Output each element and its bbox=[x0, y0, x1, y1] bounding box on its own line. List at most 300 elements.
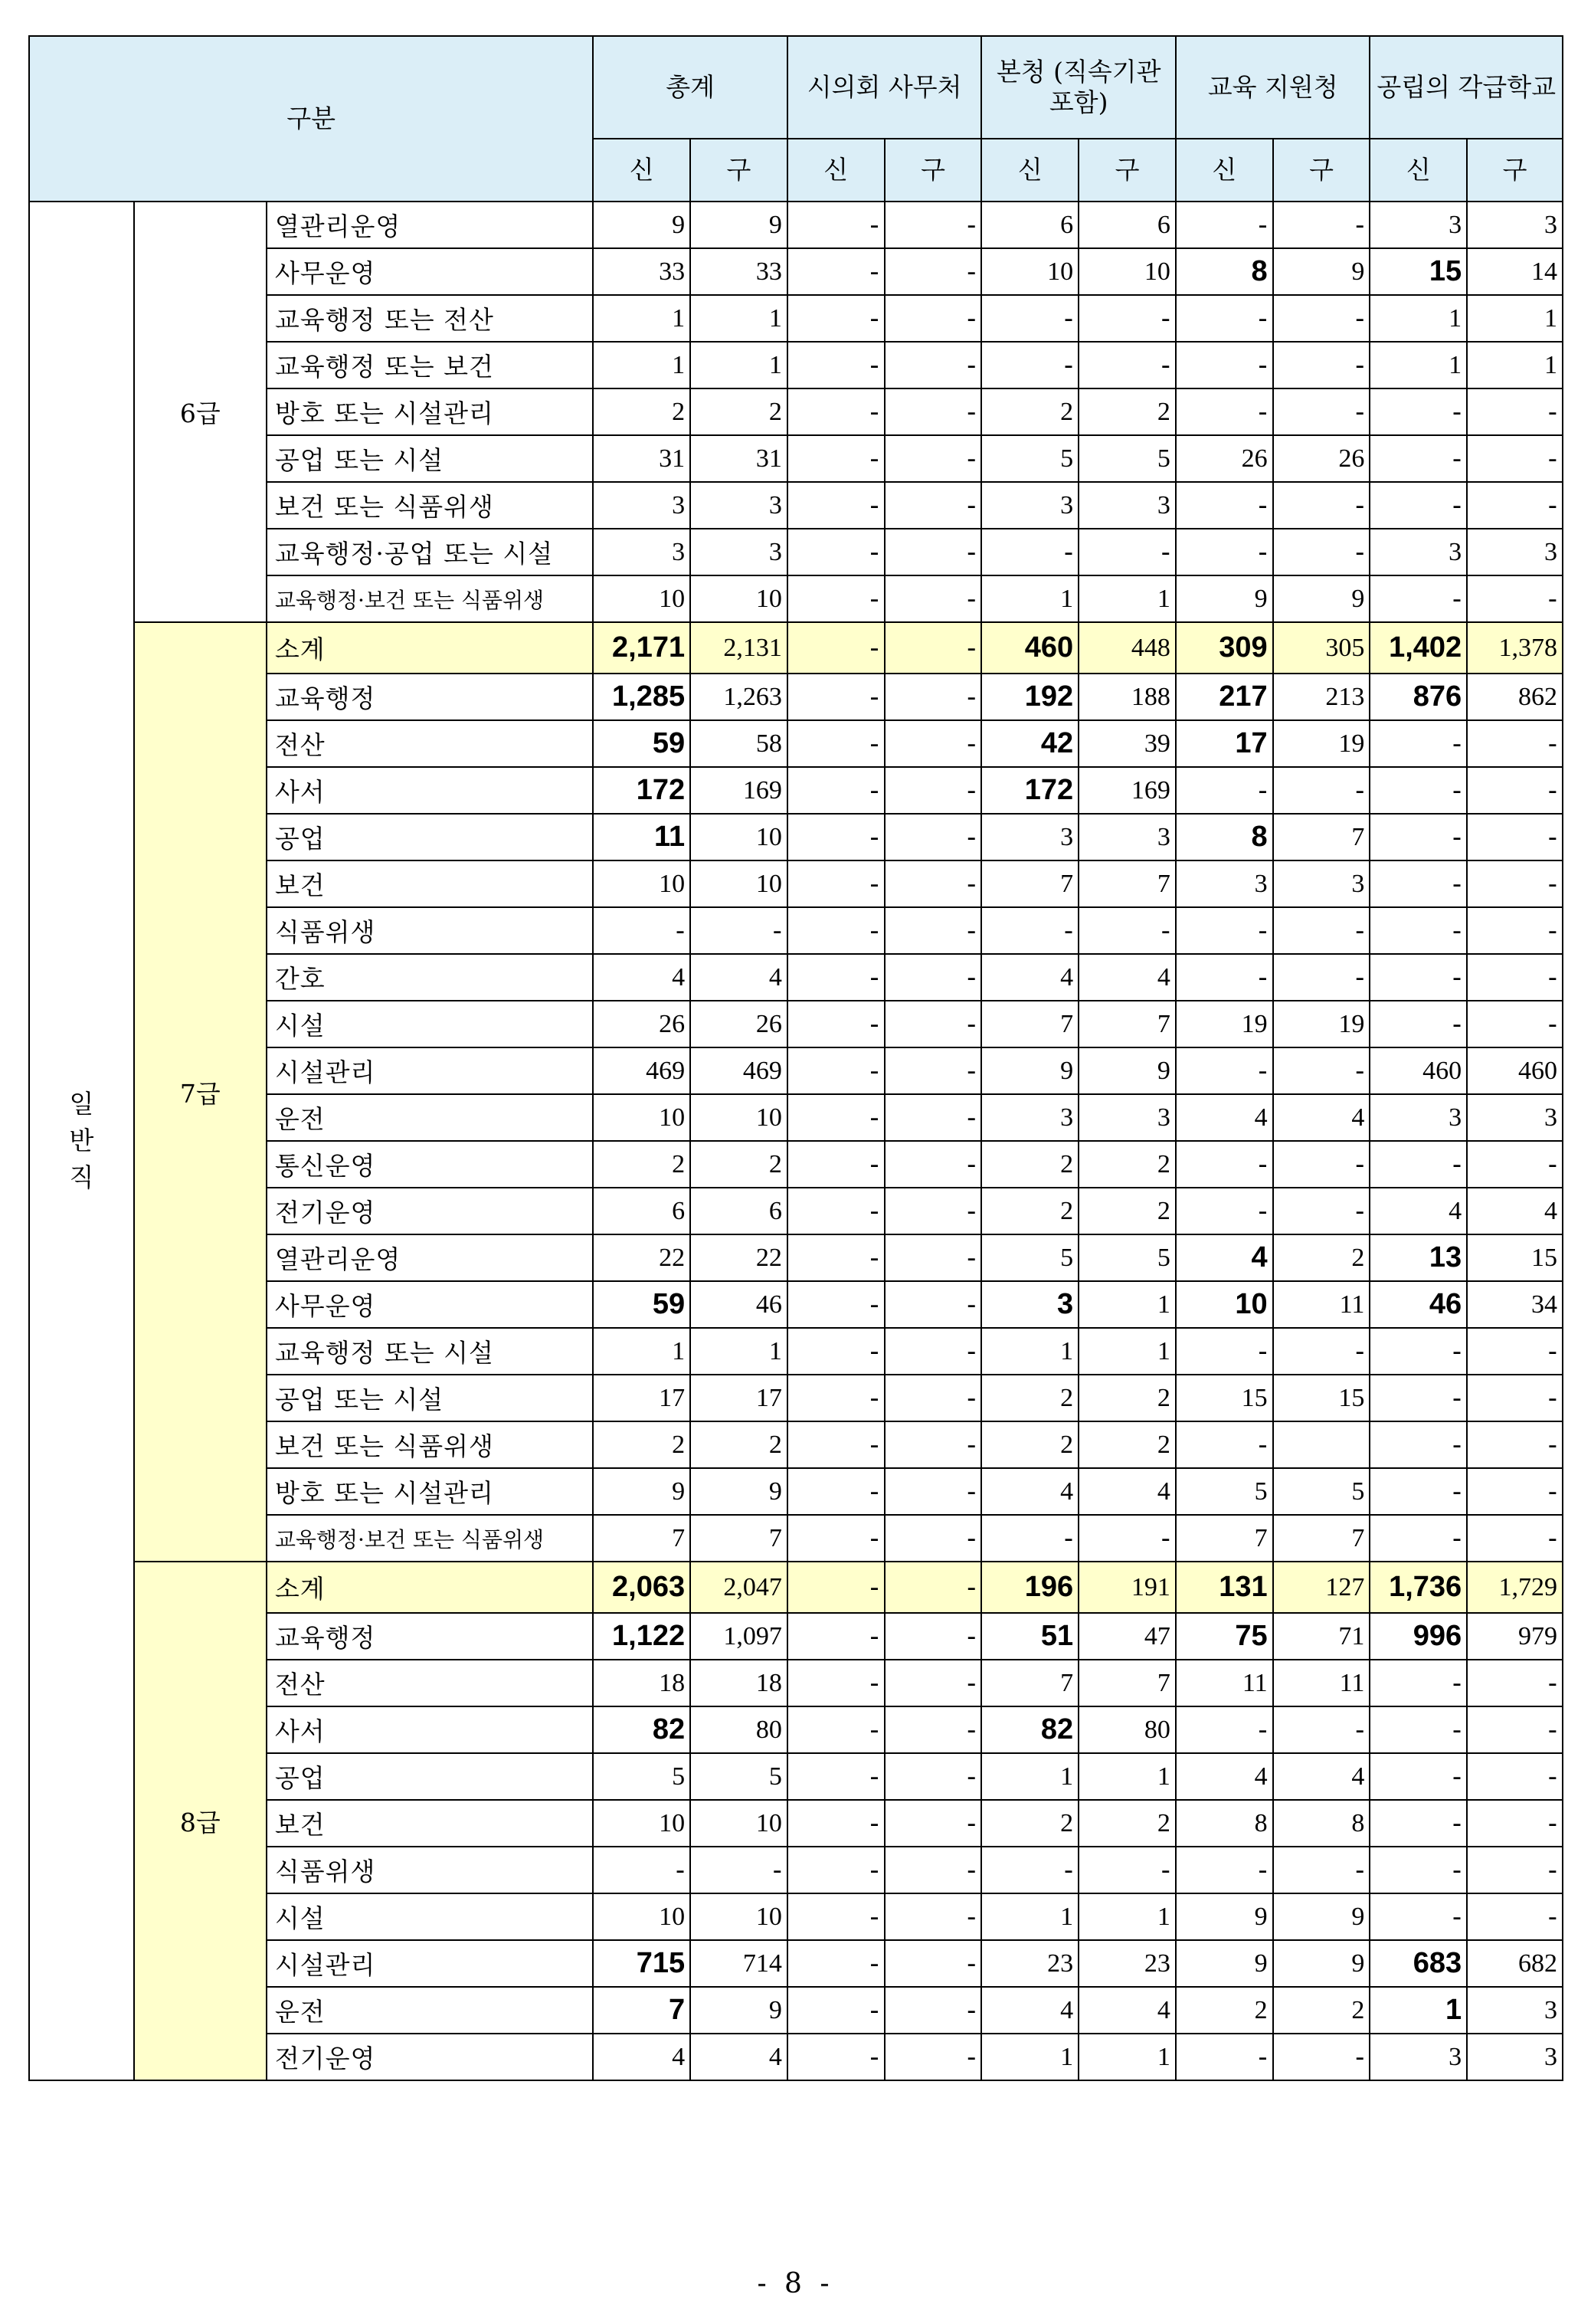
value-cell: - bbox=[787, 767, 885, 814]
value-cell: - bbox=[885, 814, 982, 860]
item-cell: 공업 bbox=[267, 814, 594, 860]
value-cell: 7 bbox=[1176, 1515, 1273, 1562]
value-cell: - bbox=[1176, 388, 1273, 435]
value-cell: 2 bbox=[1079, 1188, 1176, 1234]
value-cell: 1 bbox=[1370, 1987, 1467, 2034]
value-cell: - bbox=[1467, 435, 1563, 482]
value-cell: - bbox=[787, 1515, 885, 1562]
value-cell: 1 bbox=[593, 295, 690, 342]
value-cell: 3 bbox=[1370, 529, 1467, 575]
value-cell: 11 bbox=[1273, 1281, 1370, 1328]
value-cell: - bbox=[690, 907, 787, 954]
value-cell: 33 bbox=[690, 248, 787, 295]
value-cell: 9 bbox=[1273, 1893, 1370, 1940]
value-cell: 2,171 bbox=[593, 622, 690, 674]
value-cell: - bbox=[1370, 575, 1467, 622]
value-cell: 82 bbox=[981, 1706, 1079, 1753]
value-cell: - bbox=[787, 202, 885, 248]
value-cell: 3 bbox=[1370, 202, 1467, 248]
value-cell: - bbox=[787, 1047, 885, 1094]
value-cell: - bbox=[885, 720, 982, 767]
value-cell: 22 bbox=[690, 1234, 787, 1281]
value-cell: 42 bbox=[981, 720, 1079, 767]
value-cell: 1 bbox=[690, 295, 787, 342]
value-cell: - bbox=[1370, 814, 1467, 860]
value-cell: 4 bbox=[1176, 1094, 1273, 1141]
value-cell: - bbox=[787, 2034, 885, 2080]
value-cell: - bbox=[885, 2034, 982, 2080]
value-cell: - bbox=[787, 1421, 885, 1468]
value-cell: - bbox=[885, 622, 982, 674]
value-cell: 2 bbox=[1079, 388, 1176, 435]
value-cell: - bbox=[787, 674, 885, 720]
value-cell: 217 bbox=[1176, 674, 1273, 720]
value-cell: 2 bbox=[593, 1141, 690, 1188]
value-cell: 1,122 bbox=[593, 1613, 690, 1660]
value-cell: 7 bbox=[593, 1515, 690, 1562]
item-cell: 시설 bbox=[267, 1893, 594, 1940]
value-cell: 9 bbox=[593, 202, 690, 248]
value-cell: - bbox=[885, 1375, 982, 1421]
value-cell: - bbox=[787, 622, 885, 674]
value-cell: - bbox=[885, 435, 982, 482]
value-cell: 10 bbox=[690, 860, 787, 907]
value-cell: - bbox=[1273, 342, 1370, 388]
value-cell: 192 bbox=[981, 674, 1079, 720]
value-cell: 2 bbox=[1079, 1141, 1176, 1188]
item-cell: 전산 bbox=[267, 720, 594, 767]
value-cell: 1,097 bbox=[690, 1613, 787, 1660]
value-cell: 10 bbox=[690, 575, 787, 622]
value-cell: - bbox=[1467, 954, 1563, 1001]
value-cell: - bbox=[787, 1375, 885, 1421]
value-cell: 4 bbox=[593, 2034, 690, 2080]
value-cell: 10 bbox=[593, 1094, 690, 1141]
item-cell: 교육행정·공업 또는 시설 bbox=[267, 529, 594, 575]
value-cell: 2 bbox=[690, 1141, 787, 1188]
value-cell: 979 bbox=[1467, 1613, 1563, 1660]
value-cell: 1,263 bbox=[690, 674, 787, 720]
value-cell: 26 bbox=[593, 1001, 690, 1047]
value-cell: - bbox=[1467, 1706, 1563, 1753]
item-cell: 전기운영 bbox=[267, 1188, 594, 1234]
value-cell: - bbox=[1370, 435, 1467, 482]
value-cell: 15 bbox=[1273, 1375, 1370, 1421]
value-cell: - bbox=[885, 1281, 982, 1328]
item-cell: 공업 bbox=[267, 1753, 594, 1800]
category-header: 구분 bbox=[29, 36, 593, 202]
value-cell: 1,736 bbox=[1370, 1562, 1467, 1613]
value-cell: - bbox=[1273, 1141, 1370, 1188]
item-cell: 방호 또는 시설관리 bbox=[267, 388, 594, 435]
value-cell: 5 bbox=[981, 435, 1079, 482]
value-cell: 1 bbox=[1079, 1893, 1176, 1940]
value-cell: 3 bbox=[1079, 814, 1176, 860]
item-cell: 사서 bbox=[267, 767, 594, 814]
value-cell: 1 bbox=[1079, 1281, 1176, 1328]
value-cell: - bbox=[1370, 1141, 1467, 1188]
value-cell: - bbox=[787, 482, 885, 529]
value-cell: 5 bbox=[1079, 1234, 1176, 1281]
value-cell: - bbox=[1176, 1188, 1273, 1234]
value-cell: - bbox=[981, 907, 1079, 954]
value-cell: 17 bbox=[690, 1375, 787, 1421]
item-cell: 식품위생 bbox=[267, 907, 594, 954]
value-cell: - bbox=[1273, 2034, 1370, 2080]
value-cell: 3 bbox=[1079, 482, 1176, 529]
value-cell: 3 bbox=[981, 814, 1079, 860]
value-cell: 7 bbox=[1079, 860, 1176, 907]
value-cell: 7 bbox=[1079, 1001, 1176, 1047]
value-cell: - bbox=[1370, 954, 1467, 1001]
value-cell: - bbox=[1176, 954, 1273, 1001]
value-cell: 2 bbox=[1273, 1987, 1370, 2034]
value-cell: 17 bbox=[593, 1375, 690, 1421]
item-cell: 교육행정 또는 시설 bbox=[267, 1328, 594, 1375]
value-cell: 6 bbox=[690, 1188, 787, 1234]
item-cell: 보건 bbox=[267, 860, 594, 907]
value-cell: 11 bbox=[593, 814, 690, 860]
item-cell: 보건 bbox=[267, 1800, 594, 1847]
value-cell: 2 bbox=[1079, 1375, 1176, 1421]
value-cell: 8 bbox=[1176, 1800, 1273, 1847]
value-cell: 4 bbox=[1176, 1753, 1273, 1800]
value-cell: 1 bbox=[1467, 342, 1563, 388]
value-cell: - bbox=[1370, 388, 1467, 435]
value-cell: 7 bbox=[981, 860, 1079, 907]
value-cell: 1,378 bbox=[1467, 622, 1563, 674]
value-cell: - bbox=[1176, 295, 1273, 342]
value-cell: 2 bbox=[981, 1421, 1079, 1468]
value-cell: - bbox=[787, 529, 885, 575]
value-cell: - bbox=[885, 954, 982, 1001]
value-cell: 1 bbox=[1079, 2034, 1176, 2080]
value-cell: - bbox=[787, 814, 885, 860]
value-cell: - bbox=[1467, 1847, 1563, 1893]
value-cell: - bbox=[1273, 1188, 1370, 1234]
value-cell: 8 bbox=[1176, 248, 1273, 295]
value-cell: - bbox=[1467, 388, 1563, 435]
value-cell: - bbox=[787, 1141, 885, 1188]
value-cell: 5 bbox=[1273, 1468, 1370, 1515]
value-cell: - bbox=[1467, 1660, 1563, 1706]
value-cell: 6 bbox=[981, 202, 1079, 248]
value-cell: - bbox=[1273, 202, 1370, 248]
value-cell: 305 bbox=[1273, 622, 1370, 674]
value-cell: 3 bbox=[1273, 860, 1370, 907]
value-cell: - bbox=[885, 1893, 982, 1940]
item-cell: 사무운영 bbox=[267, 248, 594, 295]
value-cell: - bbox=[1467, 482, 1563, 529]
value-cell: 2 bbox=[981, 1375, 1079, 1421]
value-cell: 10 bbox=[981, 248, 1079, 295]
value-cell: - bbox=[885, 1141, 982, 1188]
value-cell: - bbox=[1370, 1800, 1467, 1847]
value-cell: - bbox=[1467, 1141, 1563, 1188]
value-cell: - bbox=[787, 1660, 885, 1706]
value-cell: 9 bbox=[1273, 248, 1370, 295]
item-cell: 열관리운영 bbox=[267, 1234, 594, 1281]
value-cell: 33 bbox=[593, 248, 690, 295]
value-cell: 7 bbox=[981, 1001, 1079, 1047]
value-cell: 75 bbox=[1176, 1613, 1273, 1660]
value-cell: - bbox=[885, 1515, 982, 1562]
value-cell: 1 bbox=[981, 575, 1079, 622]
value-cell: 996 bbox=[1370, 1613, 1467, 1660]
value-cell: 4 bbox=[1467, 1188, 1563, 1234]
staffing-table bbox=[28, 35, 1563, 2081]
value-cell: 460 bbox=[981, 622, 1079, 674]
value-cell: 862 bbox=[1467, 674, 1563, 720]
value-cell: 10 bbox=[1176, 1281, 1273, 1328]
value-cell: - bbox=[787, 342, 885, 388]
new-column-header: 신 bbox=[787, 139, 885, 202]
value-cell: - bbox=[1176, 1047, 1273, 1094]
value-cell: 2 bbox=[593, 388, 690, 435]
value-cell: - bbox=[1176, 1421, 1273, 1468]
value-cell: - bbox=[787, 1847, 885, 1893]
table-row bbox=[29, 202, 1563, 248]
value-cell: - bbox=[1176, 1141, 1273, 1188]
value-cell: 10 bbox=[1079, 248, 1176, 295]
value-cell: 4 bbox=[1273, 1094, 1370, 1141]
value-cell: 682 bbox=[1467, 1940, 1563, 1987]
value-cell: - bbox=[1176, 767, 1273, 814]
value-cell: - bbox=[885, 1940, 982, 1987]
value-cell: 172 bbox=[981, 767, 1079, 814]
value-cell: - bbox=[1273, 529, 1370, 575]
value-cell: - bbox=[1176, 907, 1273, 954]
value-cell: 39 bbox=[1079, 720, 1176, 767]
value-cell: 683 bbox=[1370, 1940, 1467, 1987]
new-column-header: 신 bbox=[593, 139, 690, 202]
value-cell: 2 bbox=[981, 1800, 1079, 1847]
value-cell: - bbox=[787, 720, 885, 767]
value-cell: 26 bbox=[690, 1001, 787, 1047]
value-cell: - bbox=[885, 1094, 982, 1141]
value-cell: 9 bbox=[1176, 575, 1273, 622]
value-cell: 15 bbox=[1176, 1375, 1273, 1421]
value-cell: - bbox=[787, 388, 885, 435]
value-cell: 2,063 bbox=[593, 1562, 690, 1613]
value-cell: 2 bbox=[690, 1421, 787, 1468]
value-cell: - bbox=[885, 1421, 982, 1468]
value-cell: - bbox=[885, 248, 982, 295]
value-cell: 7 bbox=[1273, 1515, 1370, 1562]
value-cell: - bbox=[1467, 1328, 1563, 1375]
value-cell: 31 bbox=[593, 435, 690, 482]
value-cell: - bbox=[1176, 1706, 1273, 1753]
value-cell: - bbox=[1079, 295, 1176, 342]
value-cell: - bbox=[1273, 1706, 1370, 1753]
item-cell: 보건 또는 식품위생 bbox=[267, 482, 594, 529]
value-cell: 213 bbox=[1273, 674, 1370, 720]
value-cell: 19 bbox=[1176, 1001, 1273, 1047]
value-cell: 169 bbox=[1079, 767, 1176, 814]
value-cell: 7 bbox=[981, 1660, 1079, 1706]
value-cell: - bbox=[981, 295, 1079, 342]
value-cell: - bbox=[1176, 1847, 1273, 1893]
value-cell: - bbox=[1370, 907, 1467, 954]
item-cell: 식품위생 bbox=[267, 1847, 594, 1893]
value-cell: - bbox=[1273, 295, 1370, 342]
value-cell: 448 bbox=[1079, 622, 1176, 674]
value-cell: 715 bbox=[593, 1940, 690, 1987]
value-cell: - bbox=[885, 575, 982, 622]
value-cell: 3 bbox=[981, 1281, 1079, 1328]
value-cell: 10 bbox=[690, 1800, 787, 1847]
value-cell: 7 bbox=[690, 1515, 787, 1562]
value-cell: 46 bbox=[690, 1281, 787, 1328]
value-cell: 1 bbox=[593, 1328, 690, 1375]
value-cell: 2 bbox=[1176, 1987, 1273, 2034]
item-cell: 전기운영 bbox=[267, 2034, 594, 2080]
value-cell: 7 bbox=[593, 1987, 690, 2034]
value-cell: - bbox=[787, 954, 885, 1001]
value-cell: 10 bbox=[690, 814, 787, 860]
value-cell: - bbox=[1176, 1328, 1273, 1375]
value-cell: - bbox=[1370, 1847, 1467, 1893]
value-cell: - bbox=[787, 1094, 885, 1141]
value-cell: - bbox=[1370, 1468, 1467, 1515]
value-cell: 47 bbox=[1079, 1613, 1176, 1660]
value-cell: - bbox=[787, 1613, 885, 1660]
value-cell: 71 bbox=[1273, 1613, 1370, 1660]
value-cell: - bbox=[1370, 1421, 1467, 1468]
category-label: 일반직 bbox=[69, 1089, 94, 1192]
value-cell: 19 bbox=[1273, 720, 1370, 767]
value-cell: 1 bbox=[1079, 1753, 1176, 1800]
value-cell: - bbox=[885, 1847, 982, 1893]
value-cell: 1 bbox=[593, 342, 690, 388]
value-cell: 3 bbox=[1370, 2034, 1467, 2080]
value-cell: 15 bbox=[1467, 1234, 1563, 1281]
value-cell: 10 bbox=[593, 1893, 690, 1940]
item-cell: 통신운영 bbox=[267, 1141, 594, 1188]
group-label: 본청 (직속기관 포함) bbox=[996, 57, 1161, 117]
old-column-header: 구 bbox=[885, 139, 982, 202]
value-cell: - bbox=[885, 1468, 982, 1515]
value-cell bbox=[1273, 1421, 1370, 1468]
item-cell: 사무운영 bbox=[267, 1281, 594, 1328]
group-header-main-office bbox=[981, 36, 1176, 139]
value-cell: - bbox=[1176, 2034, 1273, 2080]
value-cell: 14 bbox=[1467, 248, 1563, 295]
value-cell: 23 bbox=[981, 1940, 1079, 1987]
item-cell: 전산 bbox=[267, 1660, 594, 1706]
item-cell: 방호 또는 시설관리 bbox=[267, 1468, 594, 1515]
value-cell: 1 bbox=[690, 1328, 787, 1375]
value-cell: 1,729 bbox=[1467, 1562, 1563, 1613]
value-cell: 5 bbox=[1079, 435, 1176, 482]
item-cell: 사서 bbox=[267, 1706, 594, 1753]
value-cell: 3 bbox=[1467, 2034, 1563, 2080]
value-cell: 3 bbox=[1176, 860, 1273, 907]
group-label: 교육 지원청 bbox=[1207, 72, 1338, 102]
value-cell: - bbox=[1176, 482, 1273, 529]
value-cell: 876 bbox=[1370, 674, 1467, 720]
value-cell: 9 bbox=[1176, 1893, 1273, 1940]
value-cell: - bbox=[1370, 1328, 1467, 1375]
value-cell: 3 bbox=[1467, 1094, 1563, 1141]
value-cell: - bbox=[1079, 907, 1176, 954]
value-cell: 2 bbox=[1079, 1421, 1176, 1468]
old-column-header: 구 bbox=[1467, 139, 1563, 202]
value-cell: 8 bbox=[1273, 1800, 1370, 1847]
old-column-header: 구 bbox=[1273, 139, 1370, 202]
grade-cell: 7급 bbox=[134, 622, 267, 1562]
value-cell: - bbox=[1370, 1375, 1467, 1421]
value-cell: - bbox=[1467, 1893, 1563, 1940]
new-column-header: 신 bbox=[981, 139, 1079, 202]
value-cell: - bbox=[1370, 767, 1467, 814]
value-cell: 3 bbox=[593, 482, 690, 529]
value-cell: - bbox=[1370, 482, 1467, 529]
value-cell: - bbox=[1467, 1753, 1563, 1800]
value-cell: 3 bbox=[593, 529, 690, 575]
item-cell: 시설관리 bbox=[267, 1047, 594, 1094]
value-cell: - bbox=[885, 1188, 982, 1234]
value-cell: 9 bbox=[1273, 1940, 1370, 1987]
value-cell: 9 bbox=[1273, 575, 1370, 622]
value-cell: 2 bbox=[981, 1188, 1079, 1234]
value-cell: 1 bbox=[981, 1328, 1079, 1375]
value-cell: 172 bbox=[593, 767, 690, 814]
value-cell: 3 bbox=[1467, 202, 1563, 248]
value-cell: - bbox=[787, 1562, 885, 1613]
value-cell: 22 bbox=[593, 1234, 690, 1281]
old-column-header: 구 bbox=[690, 139, 787, 202]
value-cell: 5 bbox=[593, 1753, 690, 1800]
value-cell: - bbox=[1370, 1660, 1467, 1706]
value-cell: - bbox=[885, 1660, 982, 1706]
value-cell: 23 bbox=[1079, 1940, 1176, 1987]
group-label: 시의회 사무처 bbox=[807, 72, 962, 102]
item-cell: 공업 또는 시설 bbox=[267, 1375, 594, 1421]
value-cell: 1,402 bbox=[1370, 622, 1467, 674]
value-cell: - bbox=[1467, 575, 1563, 622]
value-cell: - bbox=[885, 1800, 982, 1847]
value-cell: - bbox=[885, 1234, 982, 1281]
value-cell: 3 bbox=[690, 482, 787, 529]
value-cell: 2 bbox=[690, 388, 787, 435]
item-cell: 운전 bbox=[267, 1094, 594, 1141]
group-label: 총계 bbox=[666, 72, 715, 102]
value-cell: 127 bbox=[1273, 1562, 1370, 1613]
value-cell: - bbox=[981, 529, 1079, 575]
value-cell: 1 bbox=[1079, 1328, 1176, 1375]
item-cell: 보건 또는 식품위생 bbox=[267, 1421, 594, 1468]
value-cell: 131 bbox=[1176, 1562, 1273, 1613]
value-cell: 2 bbox=[1273, 1234, 1370, 1281]
item-cell: 교육행정 bbox=[267, 1613, 594, 1660]
value-cell: - bbox=[885, 1562, 982, 1613]
value-cell: - bbox=[885, 1047, 982, 1094]
group-header-council bbox=[787, 36, 982, 139]
value-cell: 80 bbox=[1079, 1706, 1176, 1753]
value-cell: 9 bbox=[1079, 1047, 1176, 1094]
value-cell: 4 bbox=[981, 954, 1079, 1001]
value-cell: - bbox=[593, 1847, 690, 1893]
new-column-header: 신 bbox=[1370, 139, 1467, 202]
value-cell: 1 bbox=[690, 342, 787, 388]
value-cell: - bbox=[787, 1753, 885, 1800]
item-cell: 교육행정 또는 보건 bbox=[267, 342, 594, 388]
value-cell: - bbox=[787, 435, 885, 482]
value-cell: - bbox=[787, 1188, 885, 1234]
value-cell: 8 bbox=[1176, 814, 1273, 860]
value-cell: 169 bbox=[690, 767, 787, 814]
